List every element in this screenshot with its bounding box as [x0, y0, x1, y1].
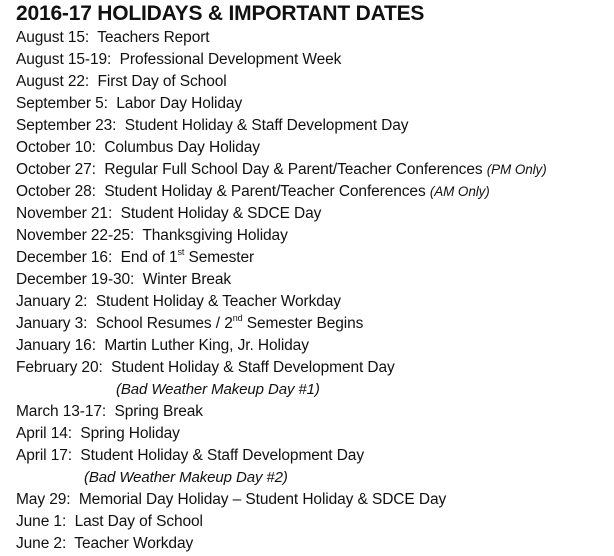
entry-text: Teacher Workday: [74, 535, 194, 552]
list-item: [16, 357, 547, 379]
makeup-day-note: (Bad Weather Makeup Day #1): [116, 381, 320, 398]
entry-text: Student Holiday & SDCE Day: [120, 205, 322, 222]
entry-superscript: nd: [232, 312, 243, 323]
entry-date: August 22:: [16, 73, 90, 90]
page-title: 2016-17 HOLIDAYS & IMPORTANT DATES: [16, 2, 425, 25]
entry-date: April 17:: [16, 447, 72, 464]
list-item: [16, 71, 547, 93]
entry-date: January 16:: [16, 337, 96, 354]
list-item-note: [16, 467, 547, 489]
entry-date: February 20:: [16, 359, 103, 376]
entry-text: Spring Break: [114, 403, 203, 420]
entry-date: August 15:: [16, 29, 90, 46]
list-item: [16, 489, 547, 511]
list-item: [16, 225, 547, 247]
list-item: [16, 247, 547, 269]
entry-text: Martin Luther King, Jr. Holiday: [104, 337, 309, 354]
entry-date: January 3:: [16, 315, 88, 332]
entry-text: Thanksgiving Holiday: [142, 227, 288, 244]
entry-date: August 15-19:: [16, 51, 112, 68]
entry-date: October 28:: [16, 183, 96, 200]
list-item: [16, 49, 547, 71]
entry-date: October 10:: [16, 139, 96, 156]
entry-date: January 2:: [16, 293, 88, 310]
entry-text: Student Holiday & Parent/Teacher Conferences: [104, 183, 426, 200]
entry-date: June 2:: [16, 535, 67, 552]
entry-text: Student Holiday & Staff Development Day: [80, 447, 364, 464]
entry-date: December 19-30:: [16, 271, 135, 288]
entry-date: June 1:: [16, 513, 67, 530]
entry-text: Student Holiday & Staff Development Day: [111, 359, 395, 376]
list-item: [16, 203, 547, 225]
list-item: [16, 93, 547, 115]
entry-text: End of 1: [120, 249, 178, 266]
list-item: [16, 115, 547, 137]
makeup-day-note: (Bad Weather Makeup Day #2): [84, 469, 288, 486]
entry-date: September 5:: [16, 95, 108, 112]
entry-date: May 29:: [16, 491, 71, 508]
list-item: [16, 313, 547, 335]
entry-text: Labor Day Holiday: [116, 95, 243, 112]
entry-text-after: Semester Begins: [242, 315, 364, 332]
list-item: [16, 533, 547, 555]
entry-date: December 16:: [16, 249, 113, 266]
entry-date: November 21:: [16, 205, 113, 222]
list-item: [16, 511, 547, 533]
entry-date: November 22-25:: [16, 227, 135, 244]
entry-text: Teachers Report: [97, 29, 210, 46]
list-item: [16, 181, 547, 203]
list-item-note: [16, 379, 547, 401]
list-item: [16, 269, 547, 291]
list-item: [16, 159, 547, 181]
entry-note: (PM Only): [486, 162, 547, 177]
list-item: [16, 401, 547, 423]
entry-date: September 23:: [16, 117, 117, 134]
entry-text: Spring Holiday: [80, 425, 180, 442]
list-item: [16, 137, 547, 159]
entry-text: Student Holiday & Teacher Workday: [95, 293, 341, 310]
list-item: [16, 335, 547, 357]
entry-superscript: st: [177, 246, 185, 257]
entry-text: School Resumes / 2: [95, 315, 233, 332]
entry-text: Columbus Day Holiday: [104, 139, 260, 156]
entry-text: Professional Development Week: [119, 51, 342, 68]
list-item: [16, 423, 547, 445]
entry-date: March 13-17:: [16, 403, 107, 420]
entry-text: First Day of School: [97, 73, 227, 90]
entry-text: Winter Break: [142, 271, 232, 288]
list-item: [16, 445, 547, 467]
entry-text: Student Holiday & Staff Development Day: [124, 117, 409, 134]
dates-list: [16, 27, 547, 555]
entry-note: (AM Only): [429, 184, 490, 199]
list-item: [16, 291, 547, 313]
entry-text: Regular Full School Day & Parent/Teacher Conferences: [104, 161, 483, 178]
entry-date: April 14:: [16, 425, 72, 442]
entry-text: Last Day of School: [74, 513, 203, 530]
list-item: [16, 27, 547, 49]
entry-date: October 27:: [16, 161, 96, 178]
entry-text: Memorial Day Holiday – Student Holiday & SDCE Day: [78, 491, 447, 508]
entry-text-after: Semester: [184, 249, 255, 266]
